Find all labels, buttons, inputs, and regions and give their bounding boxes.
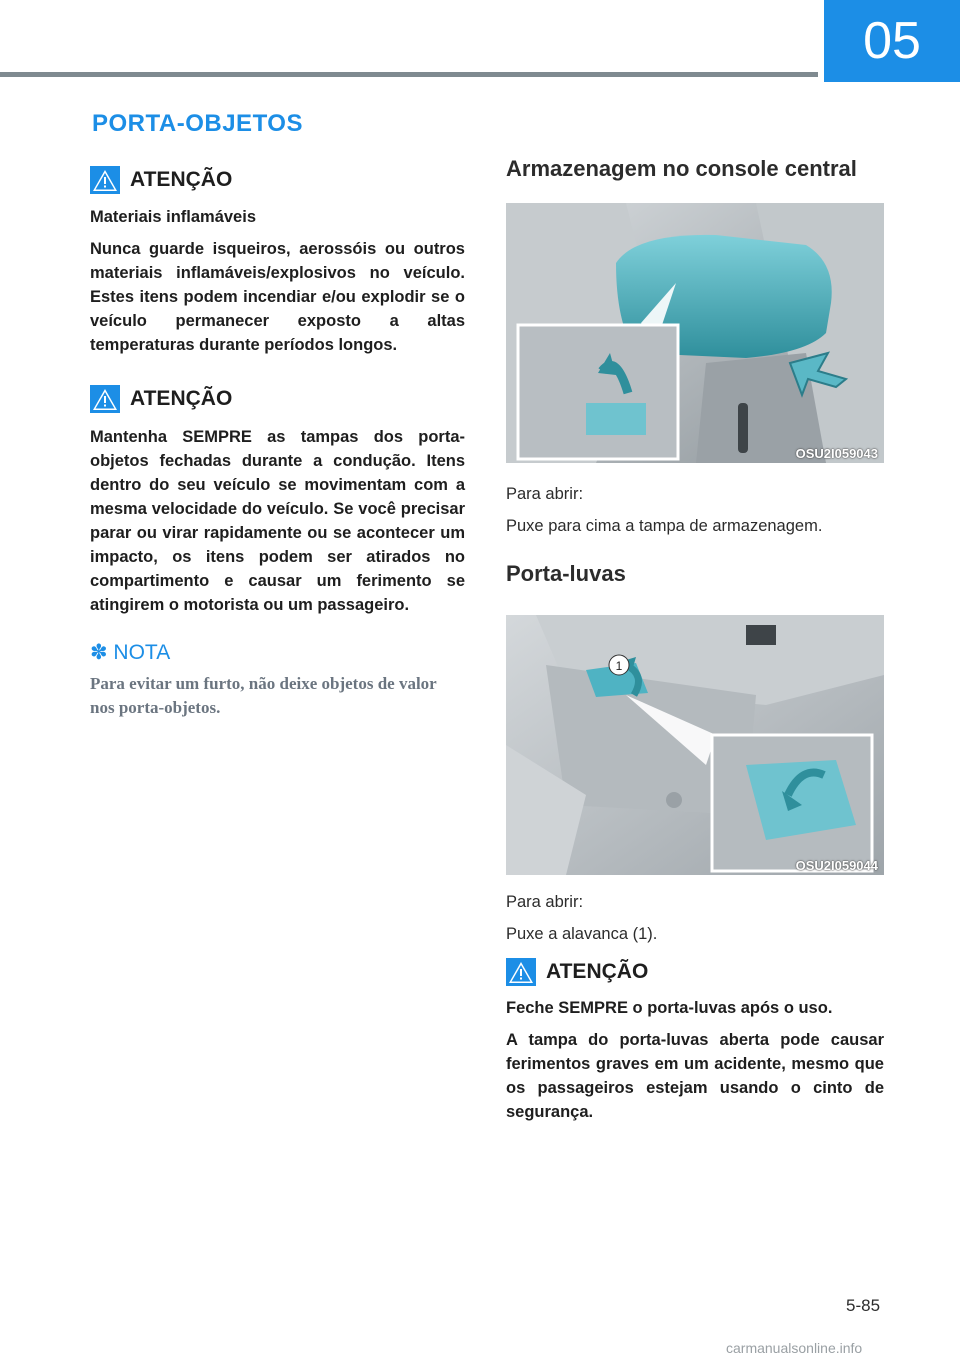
- console-figure-code: OSU2I059043: [795, 446, 878, 461]
- warning-3-body: [506, 996, 884, 1132]
- warning-3-heading: [506, 958, 648, 986]
- console-instruction-1: Para abrir:: [506, 485, 584, 503]
- console-instruction-2: Puxe para cima a tampa de armazenagem.: [506, 517, 823, 535]
- warning-3-title: ATENÇÃO: [546, 960, 649, 983]
- glovebox-instruction-2: Puxe a alavanca (1).: [506, 925, 658, 943]
- warning-3-line-2: A tampa do porta-luvas aberta pode causar ferimentos graves em um acidente, mesmo que os passageiros estejam usando o cinto de segurança.: [506, 1031, 884, 1121]
- glovebox-figure: [506, 615, 884, 875]
- warning-triangle-icon: [90, 166, 120, 194]
- section-title: PORTA-OBJETOS: [92, 110, 303, 137]
- console-illustration: [506, 203, 884, 463]
- note-title: ✽ NOTA: [90, 641, 171, 664]
- console-figure: [506, 203, 884, 463]
- warning-2-heading: [90, 385, 232, 413]
- warning-1-heading: [90, 166, 232, 194]
- page-number: 5-85: [846, 1296, 881, 1315]
- warning-triangle-icon: [90, 385, 120, 413]
- chapter-badge: 05: [824, 0, 960, 82]
- warning-1-subtitle: Materiais inflamáveis: [90, 208, 256, 226]
- warning-2-body: [90, 425, 465, 625]
- watermark: carmanualsonline.info: [726, 1340, 863, 1356]
- glovebox-instructions: [506, 890, 884, 954]
- console-title: Armazenagem no console central: [506, 156, 857, 181]
- glovebox-callout-1: 1: [615, 659, 623, 673]
- warning-triangle-icon: [506, 958, 536, 986]
- warning-1-body: [90, 205, 465, 365]
- header-rule: [0, 72, 818, 77]
- warning-2-title: ATENÇÃO: [130, 387, 233, 410]
- glovebox-illustration: [506, 615, 884, 875]
- glovebox-instruction-1: Para abrir:: [506, 893, 584, 911]
- warning-3-line-1: Feche SEMPRE o porta-luvas após o uso.: [506, 999, 833, 1017]
- note-text: Para evitar um furto, não deixe objetos de valor nos porta-objetos.: [90, 674, 437, 717]
- warning-1-title: ATENÇÃO: [130, 168, 233, 191]
- warning-1-text: Nunca guarde isqueiros, aerossóis ou outros materiais inflamáveis/explosivos no veículo. Estes itens podem incendiar e/ou explodir se o veículo permanecer exposto a altas temperaturas durante períodos longos.: [90, 240, 465, 354]
- console-instructions: [506, 482, 884, 546]
- glovebox-title: Porta-luvas: [506, 561, 626, 586]
- glovebox-figure-code: OSU2I059044: [795, 858, 878, 873]
- warning-2-text: Mantenha SEMPRE as tampas dos porta-objetos fechadas durante a condução. Itens dentro do seu veículo se movimentam com a mesma velocidade do veículo. Se você precisar parar ou virar rapidamente ou se acontecer um impacto, os itens podem ser atirados no compartimento e causar um ferimento se atingirem o motorista ou um passageiro.: [90, 428, 465, 614]
